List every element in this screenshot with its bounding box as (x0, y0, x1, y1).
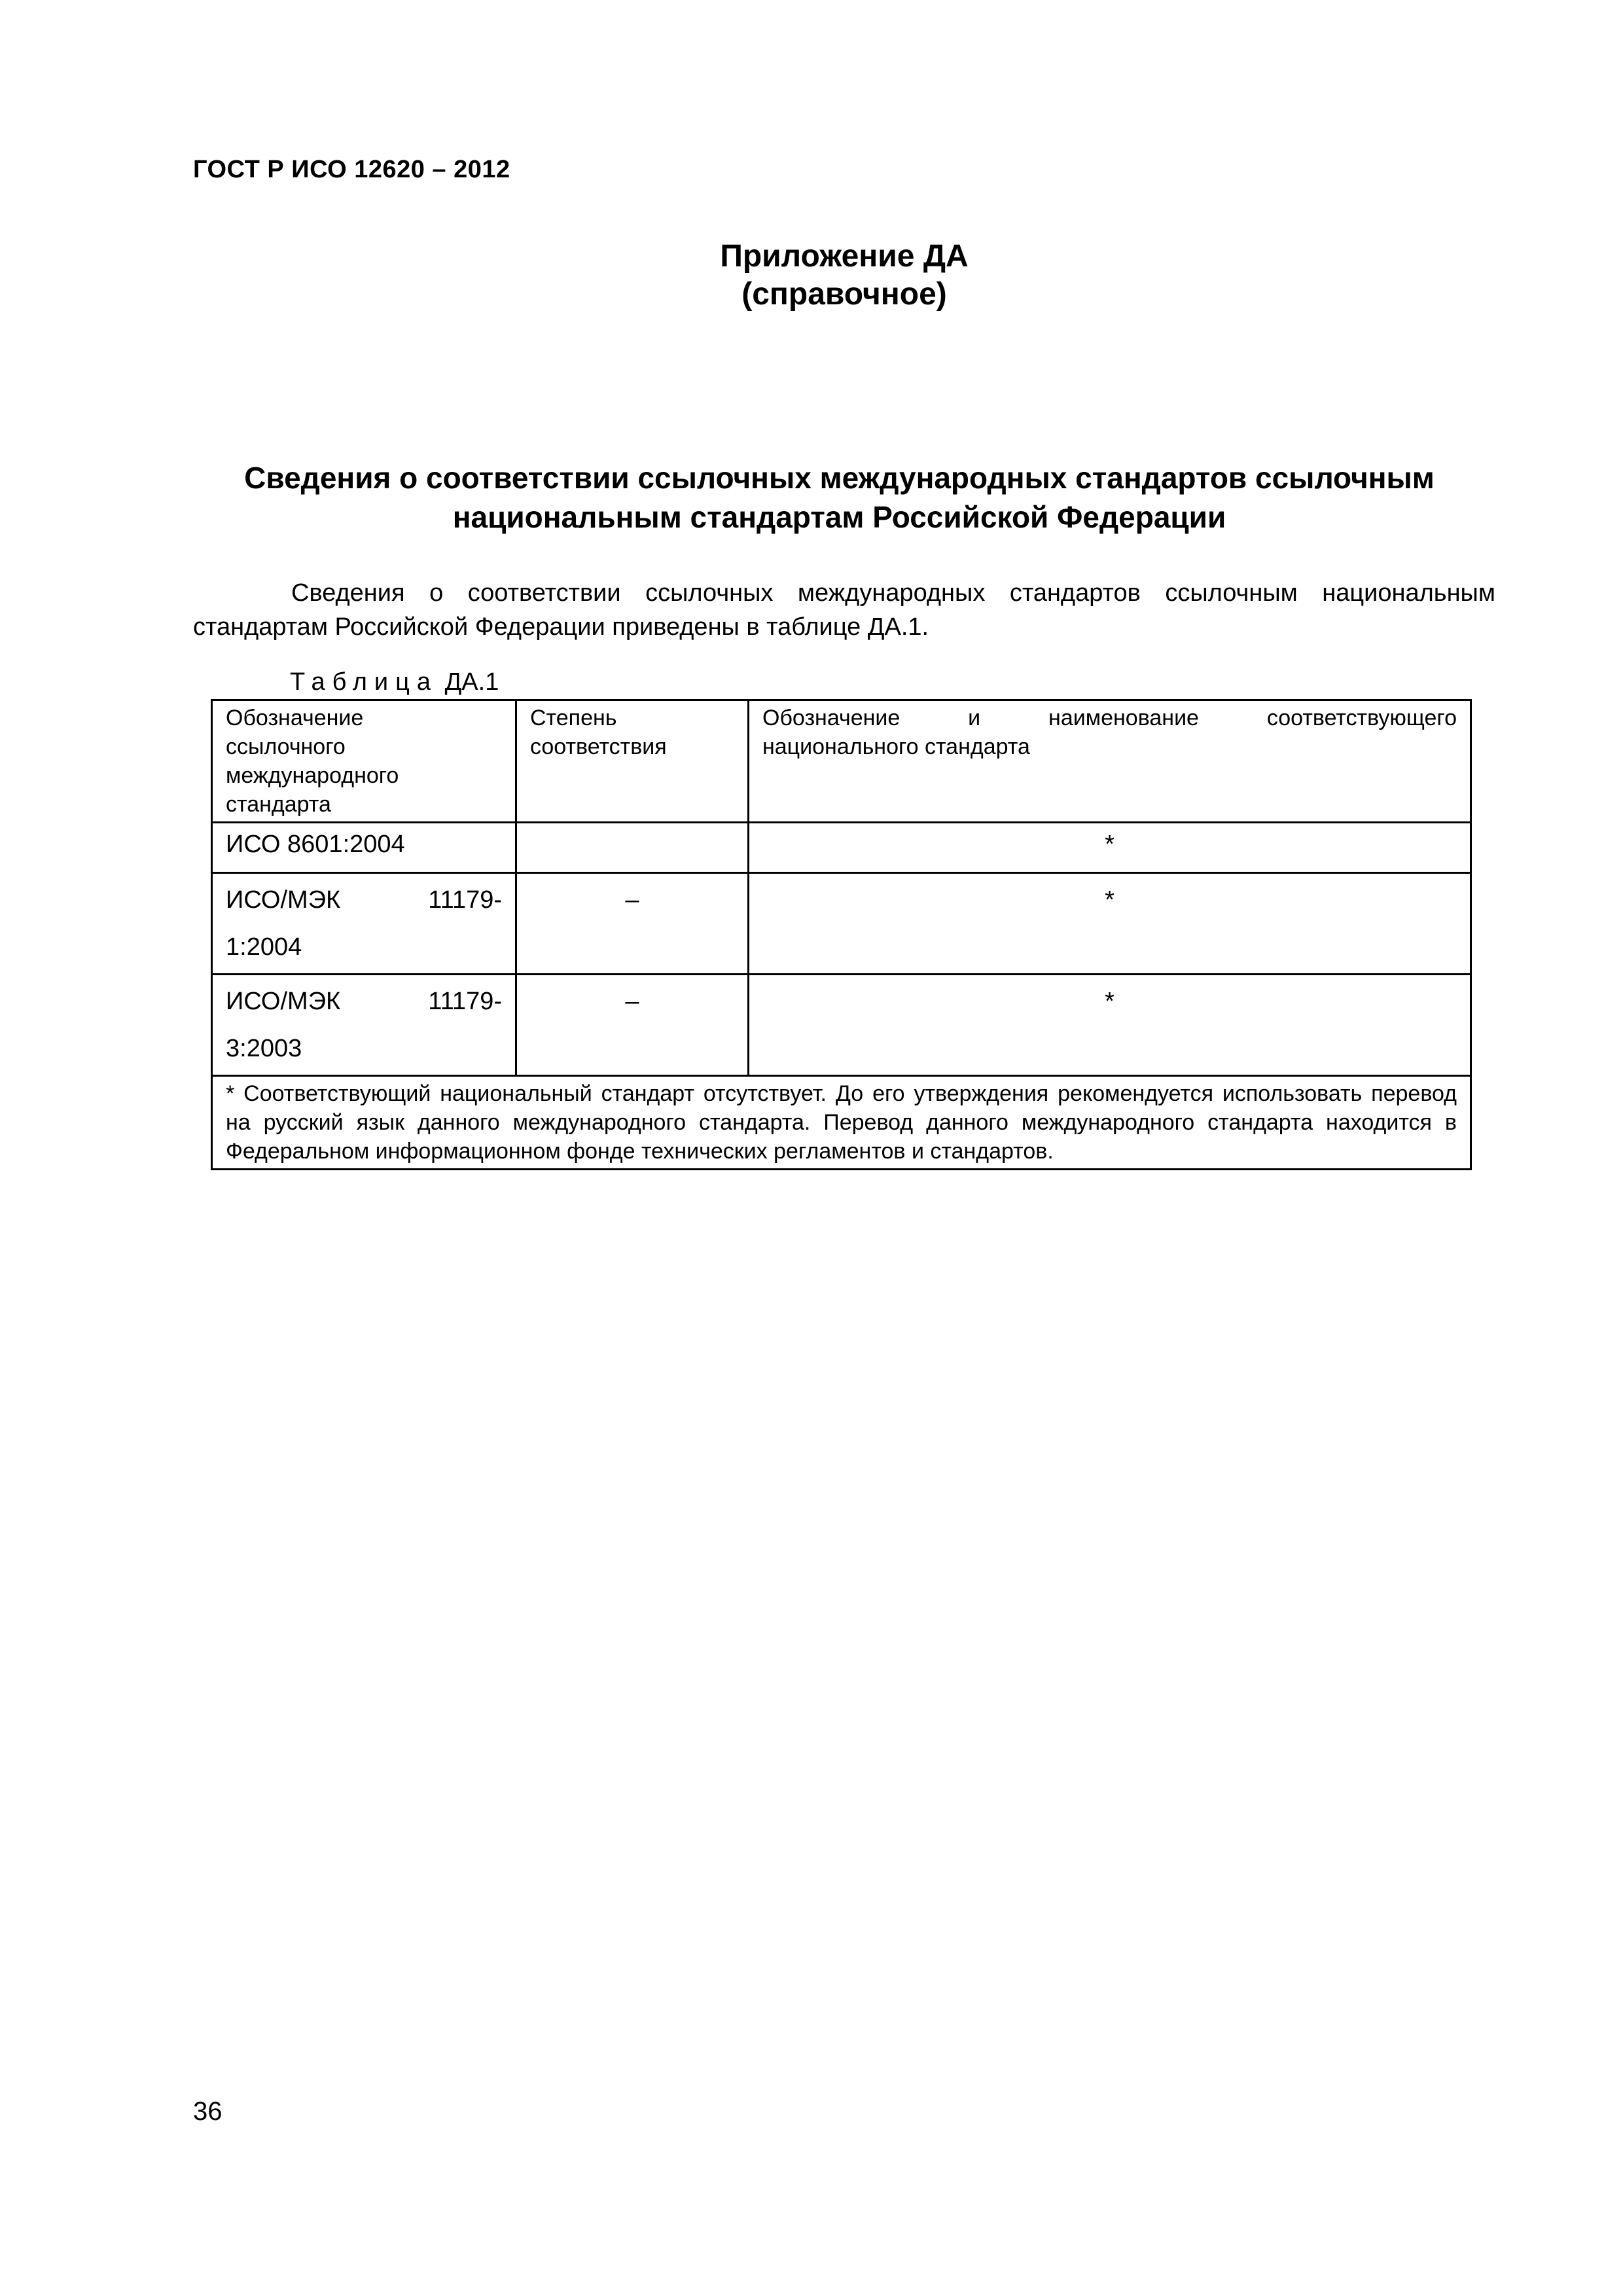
cell-international-code (212, 873, 516, 975)
standard-code: ГОСТ Р ИСО 12620 – 2012 (193, 156, 510, 183)
table-caption (290, 666, 499, 698)
page-number: 36 (193, 2097, 223, 2126)
cell-national-standard: * (749, 975, 1471, 1076)
header-col2-line: соответствия (530, 734, 667, 759)
cell-international-code (212, 975, 516, 1076)
table-header-row (212, 700, 1471, 823)
cell-national-standard: * (749, 873, 1471, 975)
header-degree (516, 700, 749, 823)
cell-international-code: ИСО 8601:2004 (212, 823, 516, 873)
header-international-standard (212, 700, 516, 823)
section-title (193, 458, 1486, 537)
intro-paragraph: Сведения о соответствии ссылочных международных стандартов ссылочным национальным стандартам Российской Федерации приведены в таблице ДА.1. (193, 579, 1495, 641)
section-title-line-2: национальным стандартам Российской Федерации (452, 500, 1226, 534)
header-col1-line: Обозначение (226, 706, 364, 730)
annex-title: Приложение ДА (720, 239, 969, 274)
header-col2-line: Степень (530, 706, 617, 730)
header-national-standard (749, 700, 1471, 823)
table-row (212, 823, 1471, 873)
cell-code-line: 3:2003 (226, 1035, 302, 1062)
cell-national-standard: * (749, 823, 1471, 873)
correspondence-table (211, 699, 1472, 1170)
cell-degree (516, 823, 749, 873)
annex-type: (справочное) (741, 277, 947, 312)
cell-degree: – (516, 975, 749, 1076)
section-title-line-1: Сведения о соответствии ссылочных международных стандартов ссылочным (244, 461, 1435, 495)
header-col1-line: ссылочного (226, 734, 346, 759)
table-footnote-row (212, 1076, 1471, 1170)
table-row (212, 873, 1471, 975)
table-footnote: * Соответствующий национальный стандарт отсутствует. До его утверждения рекомендуется использовать перевод на русский язык данного международного стандарта. Перевод данного международного стандарта находится в Федеральном информационном фонде технических регламентов и стандартов. (212, 1076, 1471, 1170)
table-caption-word: Таблица (290, 668, 438, 696)
cell-code-line: ИСО/МЭК 11179- (226, 988, 502, 1015)
header-col3-line: Обозначение и наименование соответствующего (762, 706, 1457, 730)
header-col3-line: национального стандарта (762, 734, 1030, 759)
table-row (212, 975, 1471, 1076)
table-caption-id: ДА.1 (444, 668, 499, 696)
header-col1-line: международного (226, 763, 399, 788)
cell-degree: – (516, 873, 749, 975)
cell-code-line: ИСО/МЭК 11179- (226, 886, 502, 914)
cell-code-line: 1:2004 (226, 933, 302, 961)
header-col1-line: стандарта (226, 792, 331, 817)
